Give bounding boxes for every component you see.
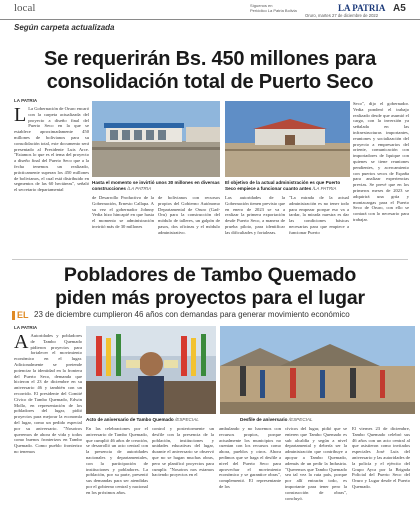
article2-column-1: A Autoridades y pobladores de Tambo Quemado pidieron proyectos para fortalecer el movimiento económico en el lugar. Adicionalmente se pretende potenciar la identidad en la frontera del Puerto Seco, demanda que hicieron el 23 de diciembre en su aniversario 46 y también con un recorrido. El presidente del Comité Cívico de Tambo Quemado, Edwin Mollo, en representación de los pobladores del lugar, pidió proyectos para mejorar la economía del lugar, como un pedido especial por su aniversario. "Nosotros queremos de ahora de vida y todos como buenos fronterizos en Tambo Quemado. Como pueblo fronterizo no tenemos: [14, 333, 82, 454]
article1-column-2: de Desarrollo Productivo de la Gobernación, Ernesto Callapa. A su vez el gobernador Johnny Vedia hizo hincapié en que hasta el momento se administración invirtió más de 30 millones: [92, 195, 154, 229]
article2-deck: EL 23 de diciembre cumplieron 46 años con demandas para generar movimiento económico: [12, 310, 412, 321]
drop-cap: L: [14, 106, 27, 126]
article1-byline: LA PATRIA: [14, 98, 38, 103]
article1-column-1: L La Gobernación de Oruro encaró con la carpeta actualizada del proyecto a diseño final del Puerto Seco en la que se establece aproximadamente 450 millones de bolivianos para su consolidación total, este documento será presentado al Presidente Luis Arce. "Estamos lo que es el tema del proyecto a diseño final del Puerto Seco que a la fecha tenemos un realizado, prácticamente superan los 450 millones de bolivianos, el cual está distribuido en segmentos de las 60 hectáreas", señaló el secretario departamental: [14, 106, 89, 193]
article2-column-4: cívicos del lugar, pidió que se enteren que Tambo Quemado es sub alcaldía y según a nivel departamental y debería ser la administración que contribuye a apoyar a Tambo Quemado, además de un pedir la Industria. "Queremos que Tambo Quemado sea tal vez la ruta país, porque por allí entrarán todo, es importante para tener pero la construcción de obras", concluyó.: [285, 426, 347, 501]
issue-date: Oruro, martes 27 de diciembre de 2022: [305, 13, 379, 18]
article2-byline: LA PATRIA: [14, 325, 38, 330]
article2-column-5: El viernes 23 de diciembre, Tambo Quemado celebró sus 46 años con un acto central al que asistieron como invitados especiales José Luis del aniversario y las autoridades de la policía y el ejército del Grupo Ayca por la Brigada Policial del Puerto Seco del Oruro y Lugar desde el Puerto Quemado.: [352, 426, 410, 489]
article1-column-5: "La mirada de la actual administración es no tener todo para empezar porque eso va a tardar, la mirada nuestra es dar las condiciones básicas necesarias para que empiece a funcionar Puerto: [289, 195, 349, 235]
article2-column-2: control y posteriormente un desfile con la presencia de la población, instituciones y unidades educativas del lugar, durante el aniversario se observó que no se hagan muchas obras, pero se planificó proyectos para cumplir. "Nosotros nos estamos haciendo proyectos en el: [152, 426, 214, 478]
article1-title-line1: Se requerirán Bs. 450 millones para: [43, 48, 377, 70]
article2-column-3: ambulando y no hacemos con recursos propios, porque actualmente los municipios no cuentan con los recursos como ahora, pueblos y otros. Ahora pedimos que se haga el desfile a nivel del Puerto Seco para aprovechar el movimiento económico y se garantice obras", complementó. El representante de los: [219, 426, 281, 489]
page-header: [0, 0, 420, 20]
section-label: local: [14, 2, 36, 14]
article2-photo-2: [220, 326, 415, 414]
article2-title-line1: Pobladores de Tambo Quemado: [63, 264, 357, 286]
article2-photo-1: [86, 326, 216, 414]
article1-title-line2: consolidación total de Puerto Seco: [46, 71, 374, 93]
article2-title-line2: piden más proyectos para el lugar: [55, 287, 365, 309]
article1-caption-1: Hasta el momento se invirtió unos 30 millones en diversas construcciones /LA PATRIA: [92, 180, 220, 191]
deck-accent-bar: [12, 311, 15, 320]
article2-column-mid: En las celebraciones por el aniversario de Tambo Quemado, que cumplió 46 años de creación, se desarrolló un acto central con la presencia de autoridades nacionales y departamentales, con la participación de instituciones y pobladores. La población, por su parte, presentó sus demandas para ser atendidas por el gobierno central y nacional en los próximos años.: [86, 426, 148, 495]
article2-caption-1: Acto de aniversario de Tambo Quemado /ESPECIAL: [86, 417, 199, 422]
parade-photo: [220, 326, 415, 414]
social-follow: Síguenos en Periódico La Patria Bolivia: [250, 3, 297, 13]
drop-cap: A: [14, 333, 29, 353]
anniversary-act-photo: [86, 326, 216, 414]
building-photo: [92, 101, 220, 177]
section-divider: [12, 259, 408, 260]
warehouse-photo: [225, 101, 350, 177]
article1-photo-2: [225, 101, 350, 177]
article1-column-3: de bolivianos con recursos propios del Gobierno Autónomo Departamental de Oruro (Gad-Oru) para la construcción del módulo de talleres, un galpón de pasos, dos oficinas y el módulo administrativo.: [158, 195, 220, 235]
page-number: A5: [393, 3, 406, 14]
article1-column-6: Seco", dijo el gobernador. Vedia ponderó el trabajo realizado desde que asumió el cargo, con la inversión ya señalada en las infraestructuras importantes, reuniones y socialización del proyecto a empresarios del oriente, comunicación con importadores de Iquique con quienes se tiene reuniones pendientes, y acercamiento con puertos secos de España para analizar experiencias previas. Se prevé que en los primeros meses de 2023 se adquirirá una grúa y montacargas para el Puerto Seco de Oruro, con ello se contará con lo necesario para trabajar.: [353, 101, 409, 222]
article2-caption-2: Desfile de aniversario /ESPECIAL: [240, 417, 313, 422]
article1-caption-2: El objetivo de la actual administración es que Puerto Seco empiece a funcionar cuanto antes /LA PATRIA: [225, 180, 341, 191]
article1-photo-1: [92, 101, 220, 177]
newspaper-logo: LA PATRIA: [338, 3, 386, 13]
article1-kicker: Según carpeta actualizada: [14, 23, 115, 32]
article1-column-4: Las autoridades de la Gobernación tienen previsto que en enero de 2023 se va a realizar la primera exportación desde Puerto Seco, a manera de prueba piloto, para identificar las dificultades y fortalezas.: [225, 195, 285, 235]
